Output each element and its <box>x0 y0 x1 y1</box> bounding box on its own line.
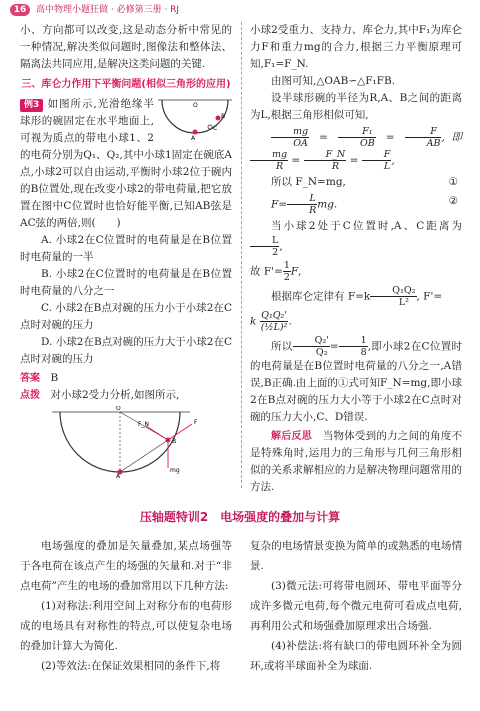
svg-text:A: A <box>191 135 196 140</box>
section-heading: 三、库仑力作用下平衡问题(相似三角形的应用) <box>21 79 231 90</box>
method-equivalent: (2)等效法:在保证效果相同的条件下,将 <box>41 660 221 672</box>
option-a: A. 小球2在C位置时的电荷量是在B位置时电荷量的一半 <box>20 234 232 263</box>
solution-conclusion: 所以 $\frac{\text{Q₂'}}{\text{Q₂}}$ = $\frac{1}{8}$ ,即小球2在C位置时的电荷量是在B位置时电荷量的八分之一,A错误,B正确.由上面的①式可知F_N=mg,即小球2在B点对碗的压力大小等于小球2在C点时对碗的压力大小,C、D错误. <box>250 335 463 423</box>
similarity-equation: $\frac{mg}{OA}$ = $\frac{\text{F₁}}{OB}$ = $\frac{F}{AB}$ ,即 $\frac{mg}{R}$ = $\frac{F\_N}{R}$ = $\frac{F}{L}$ , <box>250 126 462 172</box>
book-title: 高中物理小题狂做 · 必修第三册 · RJ <box>36 5 180 15</box>
svg-text:C: C <box>213 125 218 132</box>
solution-p5: 故 F'= $\frac{1}{2}$ F, <box>250 260 302 283</box>
column-divider <box>241 22 242 488</box>
solution-p2: 由图可知,△OAB∽△F₁FB. <box>271 75 396 87</box>
intro-paragraph: 小、方向都可以改变,这是动态分析中常见的一种情况,解决类似问题时,图像法和整体法、隔离法共同应用,是解决这类问题的关键. <box>20 24 232 70</box>
left-column <box>20 22 232 478</box>
page-number: 16 <box>10 4 30 16</box>
svg-text:F: F <box>194 419 198 426</box>
option-c: C. 小球2在B点对碗的压力小于小球2在C点时对碗的压力 <box>20 302 232 331</box>
solution-p1: 小球2受重力、支持力、库仑力,其中F₁为库仑力F和重力mg的合力,根据三力平衡原理可知,F₁=F_N. <box>250 24 462 70</box>
bottom-right-column <box>250 536 462 676</box>
svg-text:O: O <box>116 406 121 412</box>
intro-field-superposition: 电场强度的叠加是矢量叠加,某点场强等于各电荷在该点产生的场强的矢量和.对于“非点电荷”产生的电场的叠加常用以下几种方法: <box>20 540 232 592</box>
example-text: 如图所示,光滑绝缘半球形的碗固定在水平地面上,可视为质点的带电小球1、2的电荷分别为Q₁、Q₂,其中小球1固定在碗底A点,小球2可以自由运动,平衡时小球2位于碗内的B位置处,现在改变小球2的带电荷量,把它放置在图中C位置时也恰好能平衡,已知AB弦是AC弦的两倍,则( ) <box>20 98 232 229</box>
section-title: 压轴题特训2 电场强度的叠加与计算 <box>139 510 341 524</box>
equation-2: F= $\frac{L}{R}$ mg. ② <box>271 193 458 216</box>
svg-text:B: B <box>172 438 177 445</box>
svg-text:B: B <box>221 113 226 120</box>
reflection-label: 解后反思 <box>271 431 312 442</box>
coulomb-law-2: k $\frac{\text{Q₁Q₂'}}{\text{(½L)²}}$ . <box>250 310 292 333</box>
reflection-text: 当物体受到的力之间的角度不是特殊角时,运用力的三角形与几何三角形相似的关系求解相应的力是解决物理问题常用的方法. <box>250 430 463 493</box>
equation-1: 所以 F_N=mg, ① <box>271 176 458 188</box>
example-badge: 例3 <box>20 99 43 112</box>
method-microelement: (3)微元法:可将带电圆环、带电平面等分成许多微元电荷,每个微元电荷可看成点电荷,再利用公式和场强叠加原理求出合场强. <box>250 580 462 632</box>
option-b: B. 小球2在C位置时的电荷量是在B位置时电荷量的八分之一 <box>20 268 232 297</box>
solution-p4: 当小球2处于C位置时,A、C距离为 $\frac{L}{2}$ , <box>250 218 462 258</box>
force-diagram <box>20 406 232 478</box>
method-compensation: (4)补偿法:将有缺口的带电圆环补全为圆环,或将半球面补全为球面. <box>250 640 462 672</box>
answer-label: 答案 <box>20 373 40 384</box>
hint-label: 点拨 <box>20 390 40 401</box>
svg-text:mg: mg <box>170 467 180 474</box>
bottom-left-column <box>20 536 232 676</box>
coulomb-law: 根据库仑定律有 F=k $\frac{\text{Q₁Q₂}}{\text{L²}}$ , F'= <box>271 285 443 308</box>
answer-value: B <box>50 372 59 384</box>
hint-text: 对小球2受力分析,如图所示, <box>50 389 180 401</box>
method-equivalent-cont: 复杂的电场情景变换为简单的或熟悉的电场情景. <box>250 540 462 572</box>
svg-text:O: O <box>193 102 198 109</box>
solution-p3: 设半球形碗的半径为R,A、B之间的距离为L,根据三角形相似可知, <box>250 92 462 121</box>
svg-text:F_N: F_N <box>138 421 149 428</box>
right-column <box>250 22 462 496</box>
option-d: D. 小球2在B点对碗的压力大于小球2在C点时对碗的压力 <box>20 336 232 365</box>
bowl-figure <box>158 96 232 140</box>
svg-text:A: A <box>116 473 121 478</box>
page-header <box>0 0 480 20</box>
method-symmetry: (1)对称法:利用空间上对称分布的电荷形成的电场具有对称性的特点,可以使复杂电场的叠加计算大为简化. <box>20 600 232 652</box>
